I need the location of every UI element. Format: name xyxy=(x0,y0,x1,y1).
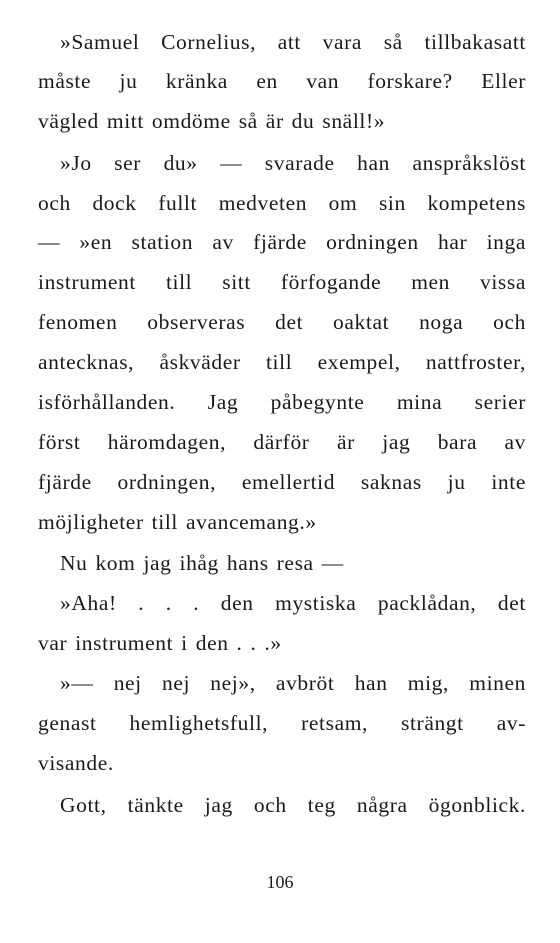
text-line: »Jo ser du» — svarade han anspråkslöst xyxy=(60,151,526,175)
text-line: »— nej nej nej», avbröt han mig, minen xyxy=(60,671,526,695)
text-line: antecknas, åskväder till exempel, nattfroster, xyxy=(38,350,526,374)
text-line: isförhållanden. Jag påbegynte mina serier xyxy=(38,390,526,414)
text-line: var instrument i den . . .» xyxy=(38,631,282,655)
text-line: och dock fullt medveten om sin kompetens xyxy=(38,191,526,215)
page-number: 106 xyxy=(266,872,294,892)
text-line: »Samuel Cornelius, att vara så tillbakasatt xyxy=(60,30,526,54)
text-line: »Aha! . . . den mystiska packlådan, det xyxy=(60,591,526,615)
text-line: vägled mitt omdöme så är du snäll!» xyxy=(38,109,386,133)
text-line: fenomen observeras det oaktat noga och xyxy=(38,310,526,334)
text-line: Gott, tänkte jag och teg några ögonblick. xyxy=(60,793,526,817)
text-line: — »en station av fjärde ordningen har inga xyxy=(38,230,526,254)
text-line: möjligheter till avancemang.» xyxy=(38,510,317,534)
text-line: genast hemlighetsfull, retsam, strängt av- xyxy=(38,711,526,735)
text-line: Nu kom jag ihåg hans resa — xyxy=(60,551,344,575)
text-line: instrument till sitt förfogande men vissa xyxy=(38,270,526,294)
text-line: fjärde ordningen, emellertid saknas ju inte xyxy=(38,470,526,494)
text-line: måste ju kränka en van forskare? Eller xyxy=(38,69,526,93)
text-line: först häromdagen, därför är jag bara av xyxy=(38,430,526,454)
text-line: visande. xyxy=(38,751,114,775)
